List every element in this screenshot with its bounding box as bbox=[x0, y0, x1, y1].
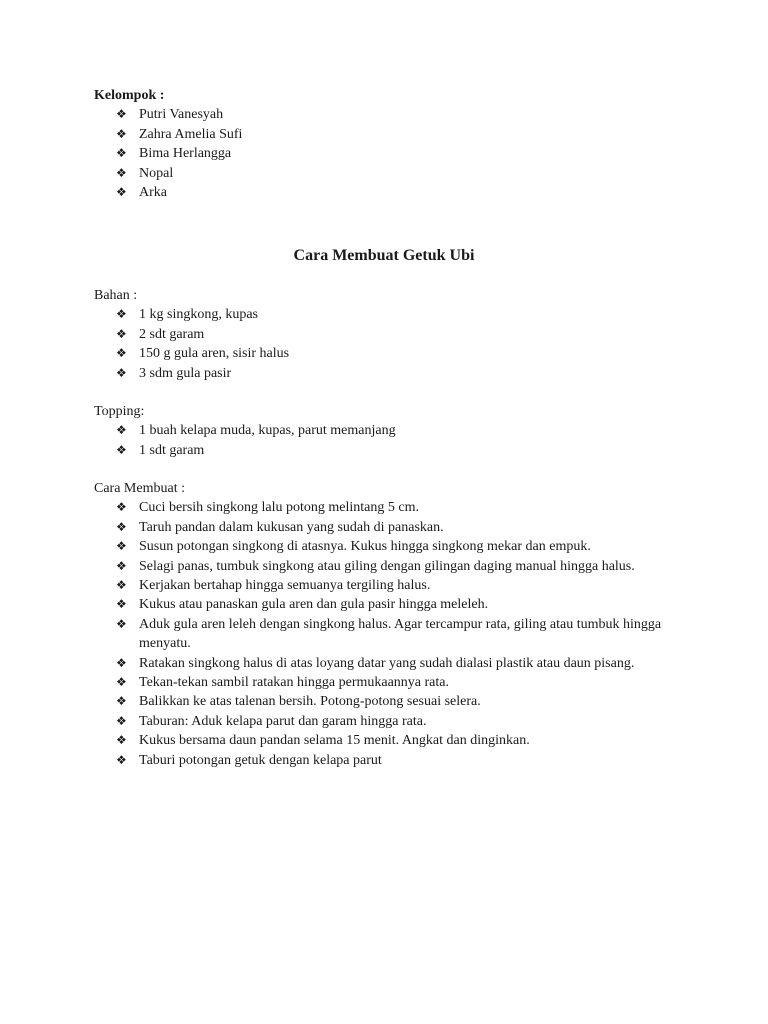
diamond-bullet-icon: ❖ bbox=[116, 616, 127, 631]
diamond-bullet-icon: ❖ bbox=[116, 185, 127, 200]
list-item: ❖ Selagi panas, tumbuk singkong atau giling dengan gilingan daging manual hingga halus. bbox=[94, 557, 694, 576]
list-item: ❖ Bima Herlangga bbox=[94, 144, 694, 163]
bahan-section bbox=[94, 286, 694, 383]
diamond-bullet-icon: ❖ bbox=[116, 578, 127, 593]
list-item: ❖ 1 kg singkong, kupas bbox=[94, 305, 694, 324]
list-item: ❖ 3 sdm gula pasir bbox=[94, 364, 694, 383]
diamond-bullet-icon: ❖ bbox=[116, 346, 127, 361]
diamond-bullet-icon: ❖ bbox=[116, 307, 127, 322]
list-item: ❖ Tekan-tekan sambil ratakan hingga permukaannya rata. bbox=[94, 673, 694, 692]
diamond-bullet-icon: ❖ bbox=[116, 126, 127, 141]
diamond-bullet-icon: ❖ bbox=[116, 423, 127, 438]
list-item: ❖ Susun potongan singkong di atasnya. Kukus hingga singkong mekar dan empuk. bbox=[94, 537, 694, 556]
diamond-bullet-icon: ❖ bbox=[116, 558, 127, 573]
bahan-label: Bahan : bbox=[94, 288, 138, 303]
list-item: ❖ Kukus bersama daun pandan selama 15 menit. Angkat dan dinginkan. bbox=[94, 731, 694, 750]
cara-membuat-section bbox=[94, 479, 694, 770]
topping-section bbox=[94, 402, 694, 460]
list-item: ❖ Nopal bbox=[94, 164, 694, 183]
diamond-bullet-icon: ❖ bbox=[116, 326, 127, 341]
list-item: ❖ 1 buah kelapa muda, kupas, parut memanjang bbox=[94, 421, 694, 440]
topping-label: Topping: bbox=[94, 404, 145, 419]
cara-membuat-label: Cara Membuat : bbox=[94, 481, 185, 496]
diamond-bullet-icon: ❖ bbox=[116, 442, 127, 457]
list-item: ❖ Taburi potongan getuk dengan kelapa parut bbox=[94, 751, 694, 770]
topping-list bbox=[94, 421, 694, 460]
diamond-bullet-icon: ❖ bbox=[116, 752, 127, 767]
list-item: ❖ Balikkan ke atas talenan bersih. Potong-potong sesuai selera. bbox=[94, 692, 694, 711]
kelompok-label: Kelompok : bbox=[94, 88, 165, 103]
diamond-bullet-icon: ❖ bbox=[116, 733, 127, 748]
diamond-bullet-icon: ❖ bbox=[116, 655, 127, 670]
list-item: ❖ Taburan: Aduk kelapa parut dan garam hingga rata. bbox=[94, 712, 694, 731]
diamond-bullet-icon: ❖ bbox=[116, 539, 127, 554]
list-item: ❖ 150 g gula aren, sisir halus bbox=[94, 344, 694, 363]
list-item: ❖ 2 sdt garam bbox=[94, 325, 694, 344]
diamond-bullet-icon: ❖ bbox=[116, 713, 127, 728]
diamond-bullet-icon: ❖ bbox=[116, 107, 127, 122]
diamond-bullet-icon: ❖ bbox=[116, 675, 127, 690]
list-item: ❖ Putri Vanesyah bbox=[94, 105, 694, 124]
list-item: ❖ Arka bbox=[94, 183, 694, 202]
diamond-bullet-icon: ❖ bbox=[116, 694, 127, 709]
diamond-bullet-icon: ❖ bbox=[116, 597, 127, 612]
list-item: ❖ Taruh pandan dalam kukusan yang sudah di panaskan. bbox=[94, 518, 694, 537]
list-item: ❖ 1 sdt garam bbox=[94, 441, 694, 460]
list-item: ❖ Kerjakan bertahap hingga semuanya tergiling halus. bbox=[94, 576, 694, 595]
list-item: ❖ Kukus atau panaskan gula aren dan gula pasir hingga meleleh. bbox=[94, 595, 694, 614]
list-item: ❖ Zahra Amelia Sufi bbox=[94, 125, 694, 144]
diamond-bullet-icon: ❖ bbox=[116, 365, 127, 380]
kelompok-section bbox=[94, 86, 694, 202]
diamond-bullet-icon: ❖ bbox=[116, 500, 127, 515]
steps-list bbox=[94, 498, 694, 770]
diamond-bullet-icon: ❖ bbox=[116, 519, 127, 534]
page-title: Cara Membuat Getuk Ubi bbox=[293, 247, 475, 264]
list-item: ❖ Cuci bersih singkong lalu potong melintang 5 cm. bbox=[94, 498, 694, 517]
list-item: ❖ Aduk gula aren leleh dengan singkong halus. Agar tercampur rata, giling atau tumbuk hingga menyatu. bbox=[116, 616, 662, 652]
diamond-bullet-icon: ❖ bbox=[116, 165, 127, 180]
member-list bbox=[94, 105, 694, 202]
list-item: ❖ Ratakan singkong halus di atas loyang datar yang sudah dialasi plastik atau daun pisang. bbox=[94, 654, 694, 673]
diamond-bullet-icon: ❖ bbox=[116, 146, 127, 161]
bahan-list bbox=[94, 305, 694, 383]
